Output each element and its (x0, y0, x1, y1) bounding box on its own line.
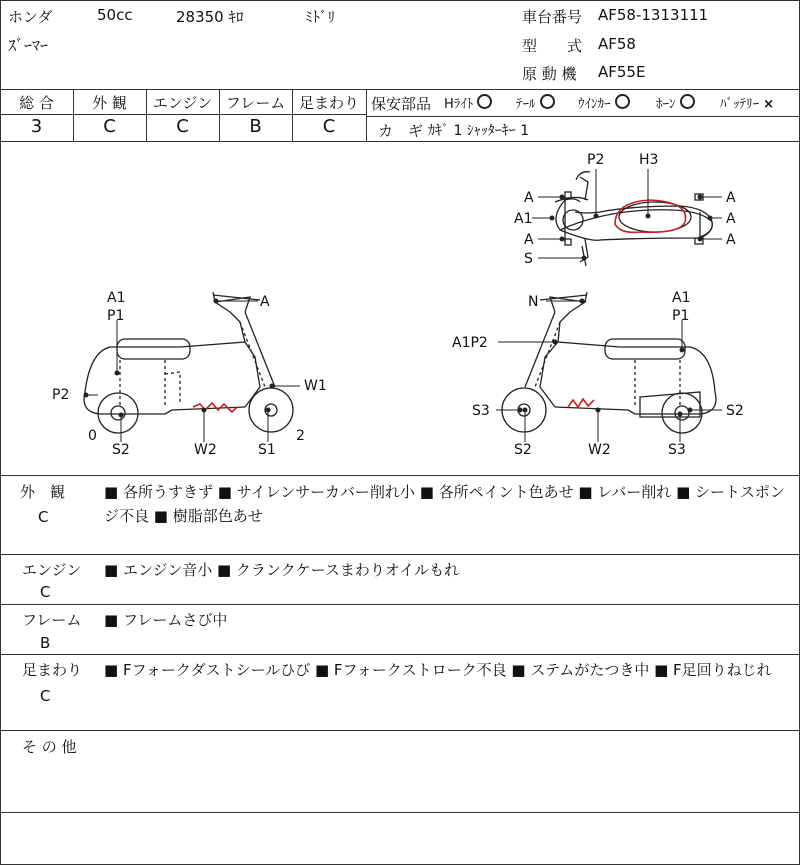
grade-header-frame: フレーム (225, 94, 286, 112)
label-zero: 0 (88, 428, 97, 444)
label-s2-right: S2 (726, 403, 744, 419)
label-a-top-right2: A (726, 211, 736, 227)
mileage: 28350 ｷﾛ (176, 8, 244, 26)
label-two: 2 (296, 428, 305, 444)
engine-label: 原 動 機 (522, 65, 577, 83)
safety-horn: ﾎｰﾝ (656, 93, 695, 112)
label-a1p2: A1P2 (452, 335, 488, 351)
label-p1-right: P1 (672, 308, 690, 324)
ok-circle-icon (615, 94, 630, 109)
label-s3-left: S3 (472, 403, 490, 419)
note-exterior-grade: C (38, 508, 49, 526)
label-a-top-right: A (726, 190, 736, 206)
safety-tail: ﾃｰﾙ (516, 93, 555, 112)
label-a-top-right3: A (726, 232, 736, 248)
ng-cross-icon: × (763, 97, 775, 112)
type-label: 型 式 (522, 37, 583, 55)
note-engine-text: ■ エンジン音小 ■ クランクケースまわりオイルもれ (104, 561, 460, 579)
key-label: カ ギ (378, 122, 424, 140)
safety-winker: ｳｲﾝｶｰ (578, 93, 630, 112)
note-suspension-category: 足まわり (22, 661, 83, 679)
safety-mid-rule (366, 116, 800, 117)
label-a1-right: A1 (672, 290, 691, 306)
label-a-top-left: A (524, 190, 534, 206)
note-suspension-grade: C (40, 687, 51, 705)
grade-value-frame: B (249, 116, 262, 137)
engine-value: AF55E (598, 63, 646, 81)
ok-circle-icon (477, 94, 492, 109)
notes-rule (0, 654, 800, 655)
label-h3: H3 (639, 152, 659, 168)
label-n: N (528, 294, 539, 310)
note-engine-grade: C (40, 583, 51, 601)
label-a-top-left2: A (524, 232, 534, 248)
label-p1-left: P1 (107, 308, 125, 324)
notes-top-rule (0, 475, 800, 476)
grade-value-overall: 3 (30, 116, 43, 137)
ok-circle-icon (680, 94, 695, 109)
grade-divider (366, 89, 367, 141)
grade-header-overall: 総 合 (19, 94, 54, 112)
grade-value-engine: C (176, 116, 189, 137)
notes-rule (0, 604, 800, 605)
ok-circle-icon (540, 94, 555, 109)
label-a-left: A (260, 294, 270, 310)
label-p2-top: P2 (587, 152, 605, 168)
grade-header-exterior: 外 観 (92, 94, 127, 112)
grade-header-suspension: 足まわり (298, 94, 359, 112)
note-frame-text: ■ フレームさび中 (104, 611, 228, 629)
label-s3-bottom: S3 (668, 442, 686, 458)
note-other-category: そ の 他 (22, 738, 77, 756)
label-w1: W1 (304, 378, 327, 394)
grade-value-exterior: C (103, 116, 116, 137)
notes-rule (0, 812, 800, 813)
top-view-scooter (555, 172, 712, 266)
safety-label: 保安部品 (371, 95, 432, 113)
label-p2-left: P2 (52, 387, 70, 403)
notes-rule (0, 554, 800, 555)
grade-mid-rule (0, 114, 366, 115)
key-value: ｶｷﾞ 1 ｼｬｯﾀｰｷｰ 1 (428, 123, 530, 139)
note-suspension-text: ■ Fフォークダストシールひび ■ Fフォークストローク不良 ■ ステムがたつき中 ■ F足回りねじれ (104, 661, 772, 679)
model-name: ｽﾞｰﾏｰ (8, 36, 49, 55)
grade-header-engine: エンジン (152, 94, 213, 112)
label-w2-left: W2 (194, 442, 217, 458)
notes-rule (0, 730, 800, 731)
frame-no: AF58-1313111 (598, 6, 709, 24)
note-frame-category: フレーム (22, 611, 82, 629)
label-a1-top: A1 (514, 211, 533, 227)
frame-no-label: 車台番号 (522, 8, 583, 26)
maker: ホンダ (8, 8, 53, 26)
label-s2-bottom: S2 (514, 442, 532, 458)
damage-diagram (0, 142, 800, 475)
color: ﾐﾄﾞﾘ (305, 8, 336, 26)
label-s-top: S (524, 251, 533, 267)
grade-value-suspension: C (322, 116, 336, 137)
label-w2-right: W2 (588, 442, 611, 458)
label-s2-left: S2 (112, 442, 130, 458)
note-frame-grade: B (40, 634, 51, 652)
type-value: AF58 (598, 35, 636, 53)
note-exterior-category: 外 観 (20, 483, 66, 501)
safety-headlight: Hﾗｲﾄ (444, 93, 492, 112)
label-s1: S1 (258, 442, 276, 458)
label-a1-left: A1 (107, 290, 126, 306)
safety-battery: ﾊﾞｯﾃﾘｰ × (720, 97, 775, 112)
note-exterior-text: ■ 各所うすきず ■ サイレンサーカバー削れ小 ■ 各所ペイント色あせ ■ レバー削れ ■ シートスポンジ不良 ■ 樹脂部色あせ (104, 483, 785, 525)
table-top-rule (0, 89, 800, 90)
displacement: 50cc (97, 6, 133, 24)
note-engine-category: エンジン (22, 561, 82, 579)
